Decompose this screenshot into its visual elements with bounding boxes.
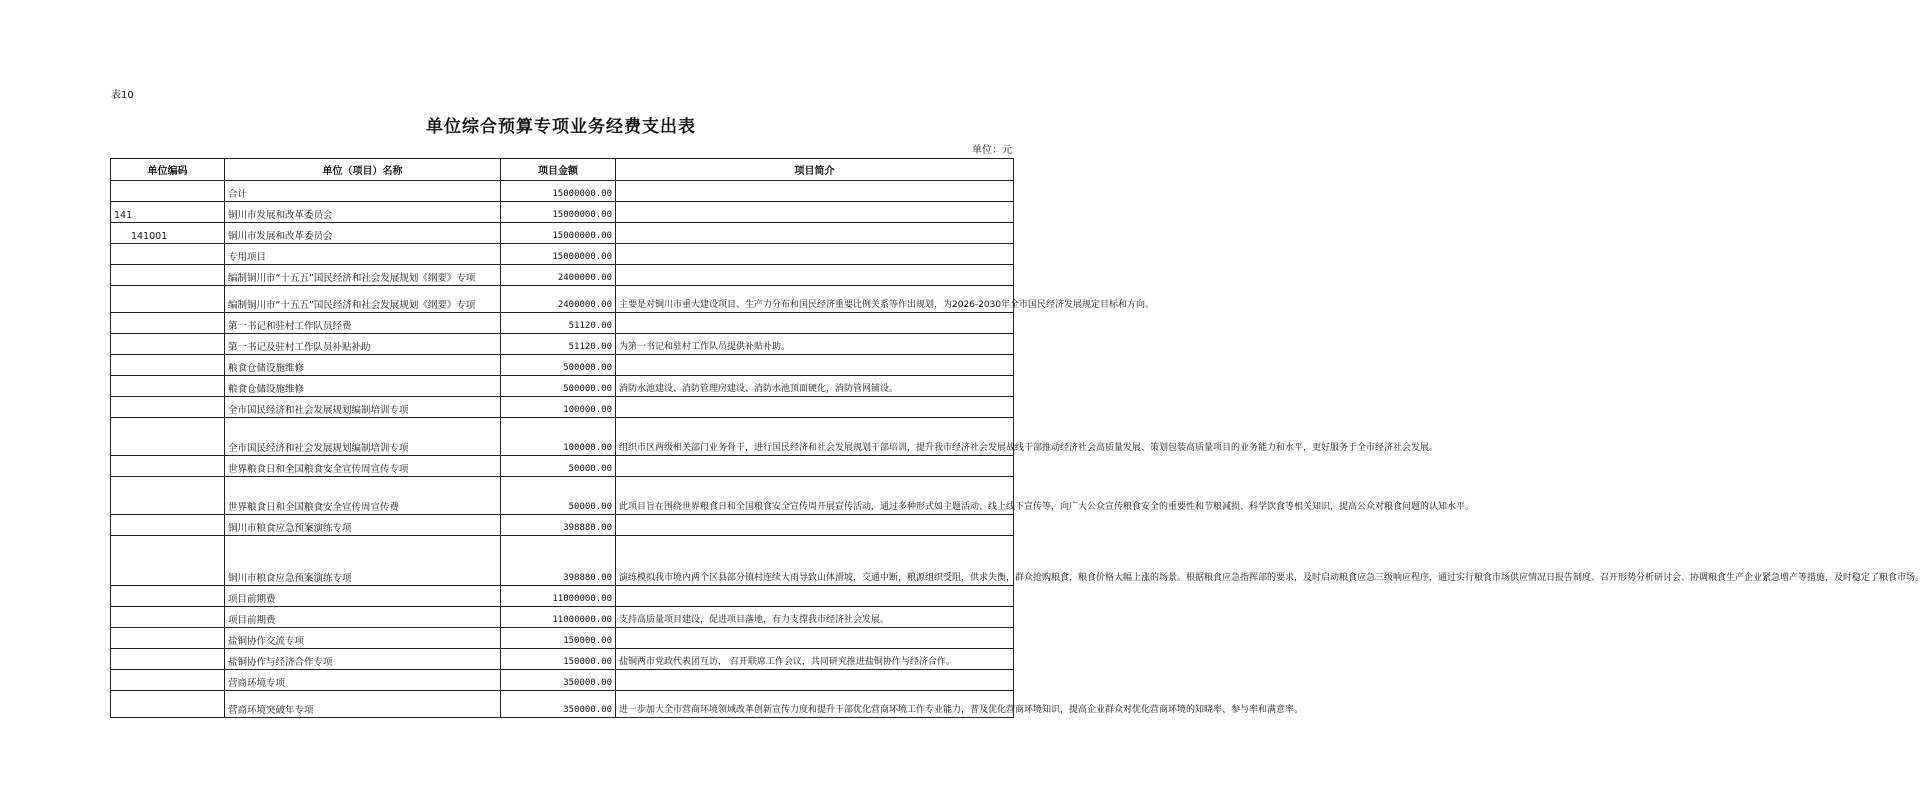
table-header-row bbox=[111, 159, 1014, 181]
cell-unit-code bbox=[111, 181, 225, 202]
cell-unit-code bbox=[111, 607, 225, 628]
table-row bbox=[111, 586, 1014, 607]
cell-unit-code bbox=[111, 649, 225, 670]
cell-amount: 50000.00 bbox=[501, 456, 616, 477]
table-row bbox=[111, 334, 1014, 355]
cell-unit-code bbox=[111, 397, 225, 418]
cell-project-name: 粮食仓储设施维修 bbox=[225, 355, 501, 376]
cell-description bbox=[616, 181, 1014, 202]
cell-amount: 150000.00 bbox=[501, 628, 616, 649]
cell-project-name: 专用项目 bbox=[225, 244, 501, 265]
cell-description bbox=[616, 515, 1014, 536]
cell-project-name: 编制铜川市“十五五”国民经济和社会发展规划《纲要》专项 bbox=[225, 265, 501, 286]
cell-unit-code: 141 bbox=[111, 202, 225, 223]
table-row bbox=[111, 628, 1014, 649]
cell-unit-code bbox=[111, 265, 225, 286]
cell-amount: 15000000.00 bbox=[501, 244, 616, 265]
cell-amount: 11000000.00 bbox=[501, 607, 616, 628]
cell-description bbox=[616, 265, 1014, 286]
cell-description: 支持高质量项目建设，促进项目落地，有力支撑我市经济社会发展。 bbox=[616, 607, 1014, 628]
cell-amount: 350000.00 bbox=[501, 670, 616, 691]
table-row bbox=[111, 515, 1014, 536]
cell-amount: 11000000.00 bbox=[501, 586, 616, 607]
cell-unit-code bbox=[111, 334, 225, 355]
cell-project-name: 第一书记及驻村工作队员补贴补助 bbox=[225, 334, 501, 355]
cell-amount: 15000000.00 bbox=[501, 223, 616, 244]
cell-description: 盐铜两市党政代表团互访， 召开联席工作会议，共同研究推进盐铜协作与经济合作。 bbox=[616, 649, 1014, 670]
cell-project-name: 盐铜协作与经济合作专项 bbox=[225, 649, 501, 670]
header-project-amount: 项目金额 bbox=[501, 159, 616, 181]
cell-amount: 15000000.00 bbox=[501, 202, 616, 223]
table-row bbox=[111, 355, 1014, 376]
cell-amount: 150000.00 bbox=[501, 649, 616, 670]
cell-amount: 100000.00 bbox=[501, 397, 616, 418]
table-row bbox=[111, 181, 1014, 202]
cell-unit-code bbox=[111, 586, 225, 607]
cell-unit-code bbox=[111, 244, 225, 265]
cell-project-name: 全市国民经济和社会发展规划编制培训专项 bbox=[225, 418, 501, 456]
cell-unit-code bbox=[111, 313, 225, 334]
cell-amount: 50000.00 bbox=[501, 477, 616, 515]
cell-unit-code bbox=[111, 355, 225, 376]
header-project-description: 项目简介 bbox=[616, 159, 1014, 181]
cell-description bbox=[616, 355, 1014, 376]
cell-project-name: 营商环境专项 bbox=[225, 670, 501, 691]
table-row bbox=[111, 477, 1014, 515]
table-row bbox=[111, 649, 1014, 670]
cell-description bbox=[616, 456, 1014, 477]
cell-amount: 2400000.00 bbox=[501, 265, 616, 286]
cell-unit-code bbox=[111, 456, 225, 477]
cell-amount: 350000.00 bbox=[501, 691, 616, 718]
table-row bbox=[111, 397, 1014, 418]
table-row bbox=[111, 418, 1014, 456]
cell-project-name: 项目前期费 bbox=[225, 607, 501, 628]
cell-project-name: 粮食仓储设施维修 bbox=[225, 376, 501, 397]
table-row bbox=[111, 265, 1014, 286]
cell-description bbox=[616, 397, 1014, 418]
cell-description bbox=[616, 670, 1014, 691]
table-row bbox=[111, 313, 1014, 334]
cell-description: 此项目旨在围绕世界粮食日和全国粮食安全宣传周开展宣传活动，通过多种形式如主题活动、线上线下宣传等，向广大公众宣传粮食安全的重要性和节粮减损、科学饮食等相关知识，提高公众对粮食问题的认知水平。 bbox=[616, 477, 1014, 515]
page-title: 单位综合预算专项业务经费支出表 bbox=[426, 117, 696, 137]
table-row bbox=[111, 286, 1014, 313]
header-unit-code: 单位编码 bbox=[111, 159, 225, 181]
cell-project-name: 世界粮食日和全国粮食安全宣传周宣传专项 bbox=[225, 456, 501, 477]
cell-project-name: 铜川市发展和改革委员会 bbox=[225, 223, 501, 244]
cell-unit-code bbox=[111, 376, 225, 397]
cell-amount: 500000.00 bbox=[501, 355, 616, 376]
cell-unit-code bbox=[111, 515, 225, 536]
cell-description: 进一步加大全市营商环境领域改革创新宣传力度和提升干部优化营商环境工作专业能力，普及优化营商环境知识，提高企业群众对优化营商环境的知晓率、参与率和满意率。 bbox=[616, 691, 1014, 718]
cell-unit-code bbox=[111, 418, 225, 456]
cell-unit-code bbox=[111, 691, 225, 718]
table-row bbox=[111, 202, 1014, 223]
table-row bbox=[111, 244, 1014, 265]
cell-unit-code bbox=[111, 286, 225, 313]
cell-amount: 2400000.00 bbox=[501, 286, 616, 313]
cell-amount: 51120.00 bbox=[501, 334, 616, 355]
cell-amount: 398880.00 bbox=[501, 536, 616, 586]
cell-description: 为第一书记和驻村工作队员提供补贴补助。 bbox=[616, 334, 1014, 355]
cell-project-name: 铜川市粮食应急预案演练专项 bbox=[225, 515, 501, 536]
cell-project-name: 营商环境突破年专项 bbox=[225, 691, 501, 718]
cell-project-name: 合计 bbox=[225, 181, 501, 202]
cell-description bbox=[616, 313, 1014, 334]
cell-description: 组织市区两级相关部门业务骨干，进行国民经济和社会发展规划干部培训，提升我市经济社会发展战线干部推动经济社会高质量发展、策划包装高质量项目的业务能力和水平，更好服务于全市经济社会发展。 bbox=[616, 418, 1014, 456]
cell-description: 消防水池建设、消防管理房建设、消防水池顶面硬化，消防管网铺设。 bbox=[616, 376, 1014, 397]
cell-project-name: 盐铜协作交流专项 bbox=[225, 628, 501, 649]
cell-unit-code bbox=[111, 628, 225, 649]
cell-project-name: 项目前期费 bbox=[225, 586, 501, 607]
cell-amount: 51120.00 bbox=[501, 313, 616, 334]
cell-unit-code bbox=[111, 536, 225, 586]
cell-project-name: 全市国民经济和社会发展规划编制培训专项 bbox=[225, 397, 501, 418]
budget-table bbox=[110, 158, 1924, 718]
cell-unit-code bbox=[111, 670, 225, 691]
cell-description: 演练模拟我市境内两个区县部分镇村连续大雨导致山体滑坡，交通中断，粮源组织受阻，供求失衡，群众抢购粮食，粮食价格大幅上涨的场景。根据粮食应急指挥部的要求，及时启动粮食应急三级响应程序，通过实行粮食市场供应情况日报告制度、召开形势分析研讨会、协调粮食生产企业紧急增产等措施，及时稳定了粮食市场。 bbox=[616, 536, 1014, 586]
cell-amount: 398880.00 bbox=[501, 515, 616, 536]
cell-project-name: 编制铜川市“十五五”国民经济和社会发展规划《纲要》专项 bbox=[225, 286, 501, 313]
table-row bbox=[111, 691, 1014, 718]
cell-description bbox=[616, 628, 1014, 649]
cell-amount: 15000000.00 bbox=[501, 181, 616, 202]
cell-description bbox=[616, 202, 1014, 223]
unit-label: 单位：元 bbox=[972, 145, 1012, 156]
cell-unit-code: 141001 bbox=[111, 223, 225, 244]
cell-description bbox=[616, 223, 1014, 244]
table-row bbox=[111, 670, 1014, 691]
cell-unit-code bbox=[111, 477, 225, 515]
cell-amount: 100000.00 bbox=[501, 418, 616, 456]
table-number: 表10 bbox=[111, 90, 134, 101]
cell-description bbox=[616, 586, 1014, 607]
table-row bbox=[111, 607, 1014, 628]
cell-description: 主要是对铜川市重大建设项目、生产力分布和国民经济重要比例关系等作出规划，为2026-2030年全市国民经济发展规定目标和方向。 bbox=[616, 286, 1014, 313]
table-row bbox=[111, 456, 1014, 477]
cell-project-name: 第一书记和驻村工作队员经费 bbox=[225, 313, 501, 334]
cell-project-name: 铜川市粮食应急预案演练专项 bbox=[225, 536, 501, 586]
cell-project-name: 铜川市发展和改革委员会 bbox=[225, 202, 501, 223]
table-row bbox=[111, 376, 1014, 397]
cell-description bbox=[616, 244, 1014, 265]
header-project-name: 单位（项目）名称 bbox=[225, 159, 501, 181]
table-row bbox=[111, 223, 1014, 244]
cell-project-name: 世界粮食日和全国粮食安全宣传周宣传费 bbox=[225, 477, 501, 515]
cell-amount: 500000.00 bbox=[501, 376, 616, 397]
table-row bbox=[111, 536, 1014, 586]
